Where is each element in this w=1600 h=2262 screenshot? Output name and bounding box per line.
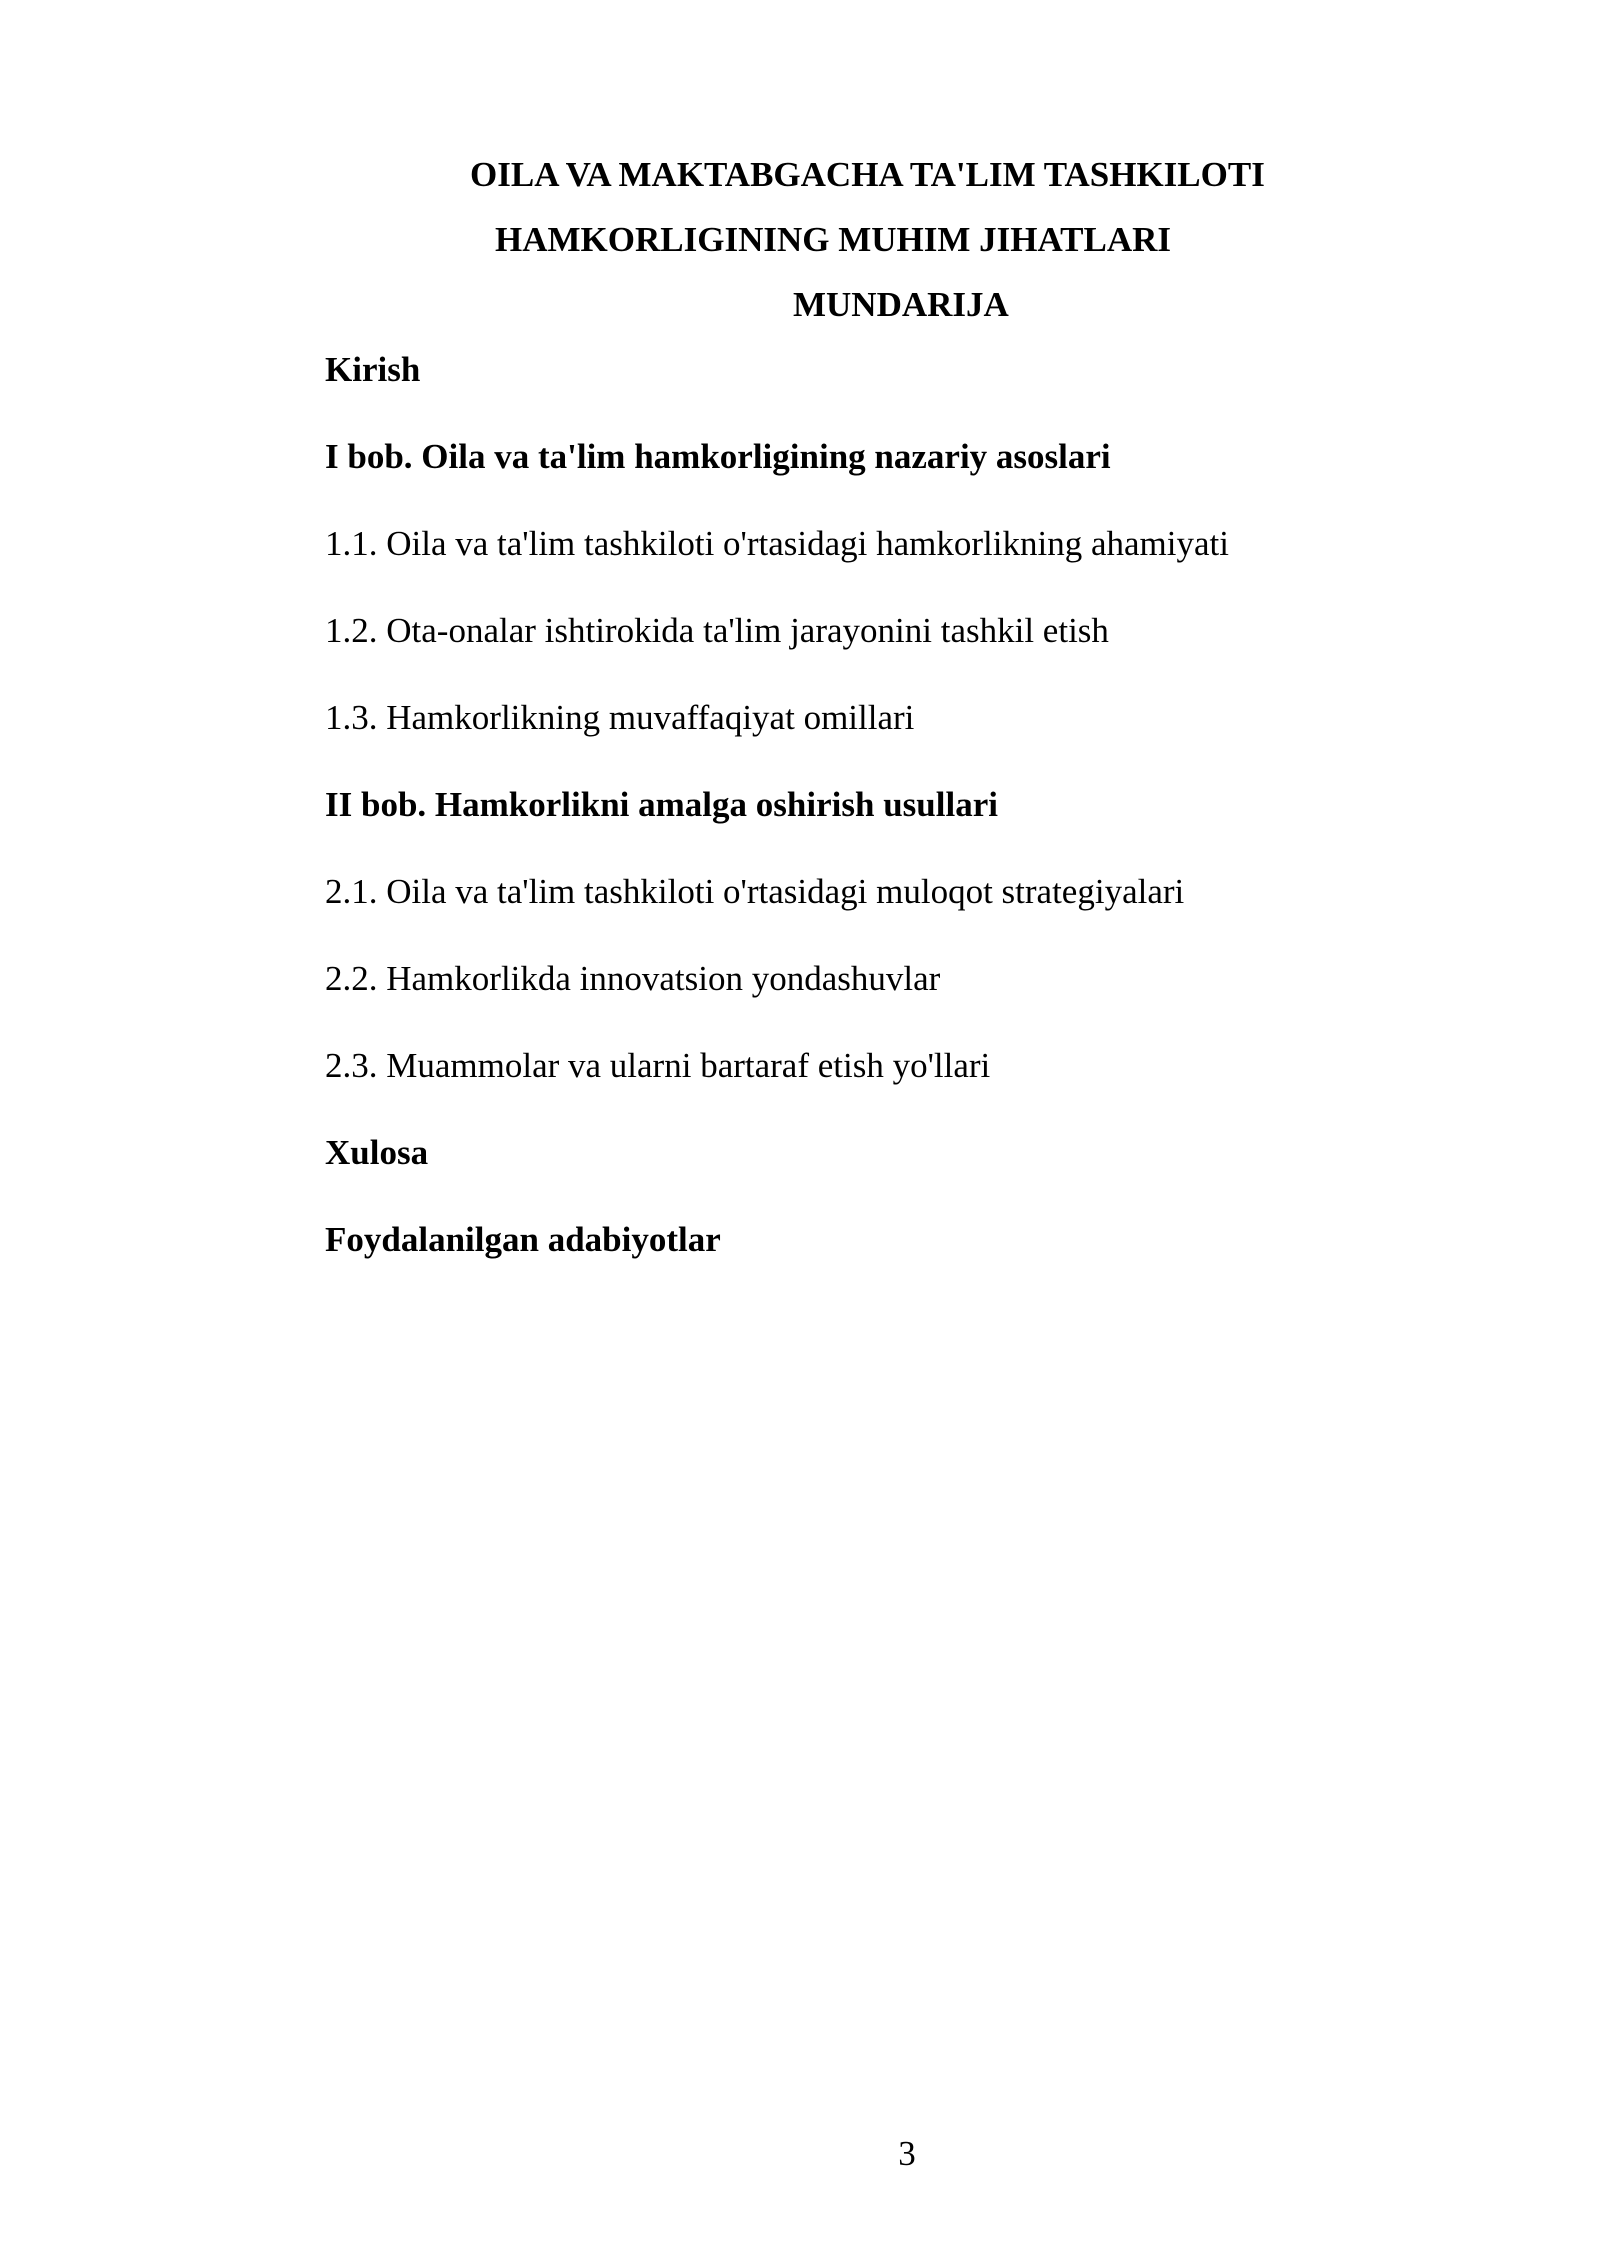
toc-entry-section-2-2: 2.2. Hamkorlikda innovatsion yondashuvlar: [325, 959, 941, 998]
document-title-line-1: OILA VA MAKTABGACHA TA'LIM TASHKILOTI: [470, 155, 1265, 194]
table-of-contents: [325, 348, 1229, 1305]
toc-entry-references: Foydalanilgan adabiyotlar: [325, 1220, 721, 1259]
toc-entry-introduction: Kirish: [325, 350, 421, 389]
toc-entry-section-2-1: 2.1. Oila va ta'lim tashkiloti o'rtasidagi muloqot strategiyalari: [325, 872, 1185, 911]
toc-entry-section-1-3: 1.3. Hamkorlikning muvaffaqiyat omillari: [325, 698, 915, 737]
contents-heading: MUNDARIJA: [793, 285, 1009, 324]
document-title-line-2: HAMKORLIGINING MUHIM JIHATLARI: [495, 220, 1172, 259]
toc-entry-chapter-2: II bob. Hamkorlikni amalga oshirish usullari: [325, 785, 998, 824]
toc-entry-conclusion: Xulosa: [325, 1133, 429, 1172]
toc-entry-chapter-1: I bob. Oila va ta'lim hamkorligining nazariy asoslari: [325, 437, 1111, 476]
page-number: 3: [898, 2134, 916, 2173]
toc-entry-section-1-2: 1.2. Ota-onalar ishtirokida ta'lim jarayonini tashkil etish: [325, 611, 1109, 650]
toc-entry-section-1-1: 1.1. Oila va ta'lim tashkiloti o'rtasidagi hamkorlikning ahamiyati: [325, 524, 1229, 563]
toc-entry-section-2-3: 2.3. Muammolar va ularni bartaraf etish yo'llari: [325, 1046, 991, 1085]
